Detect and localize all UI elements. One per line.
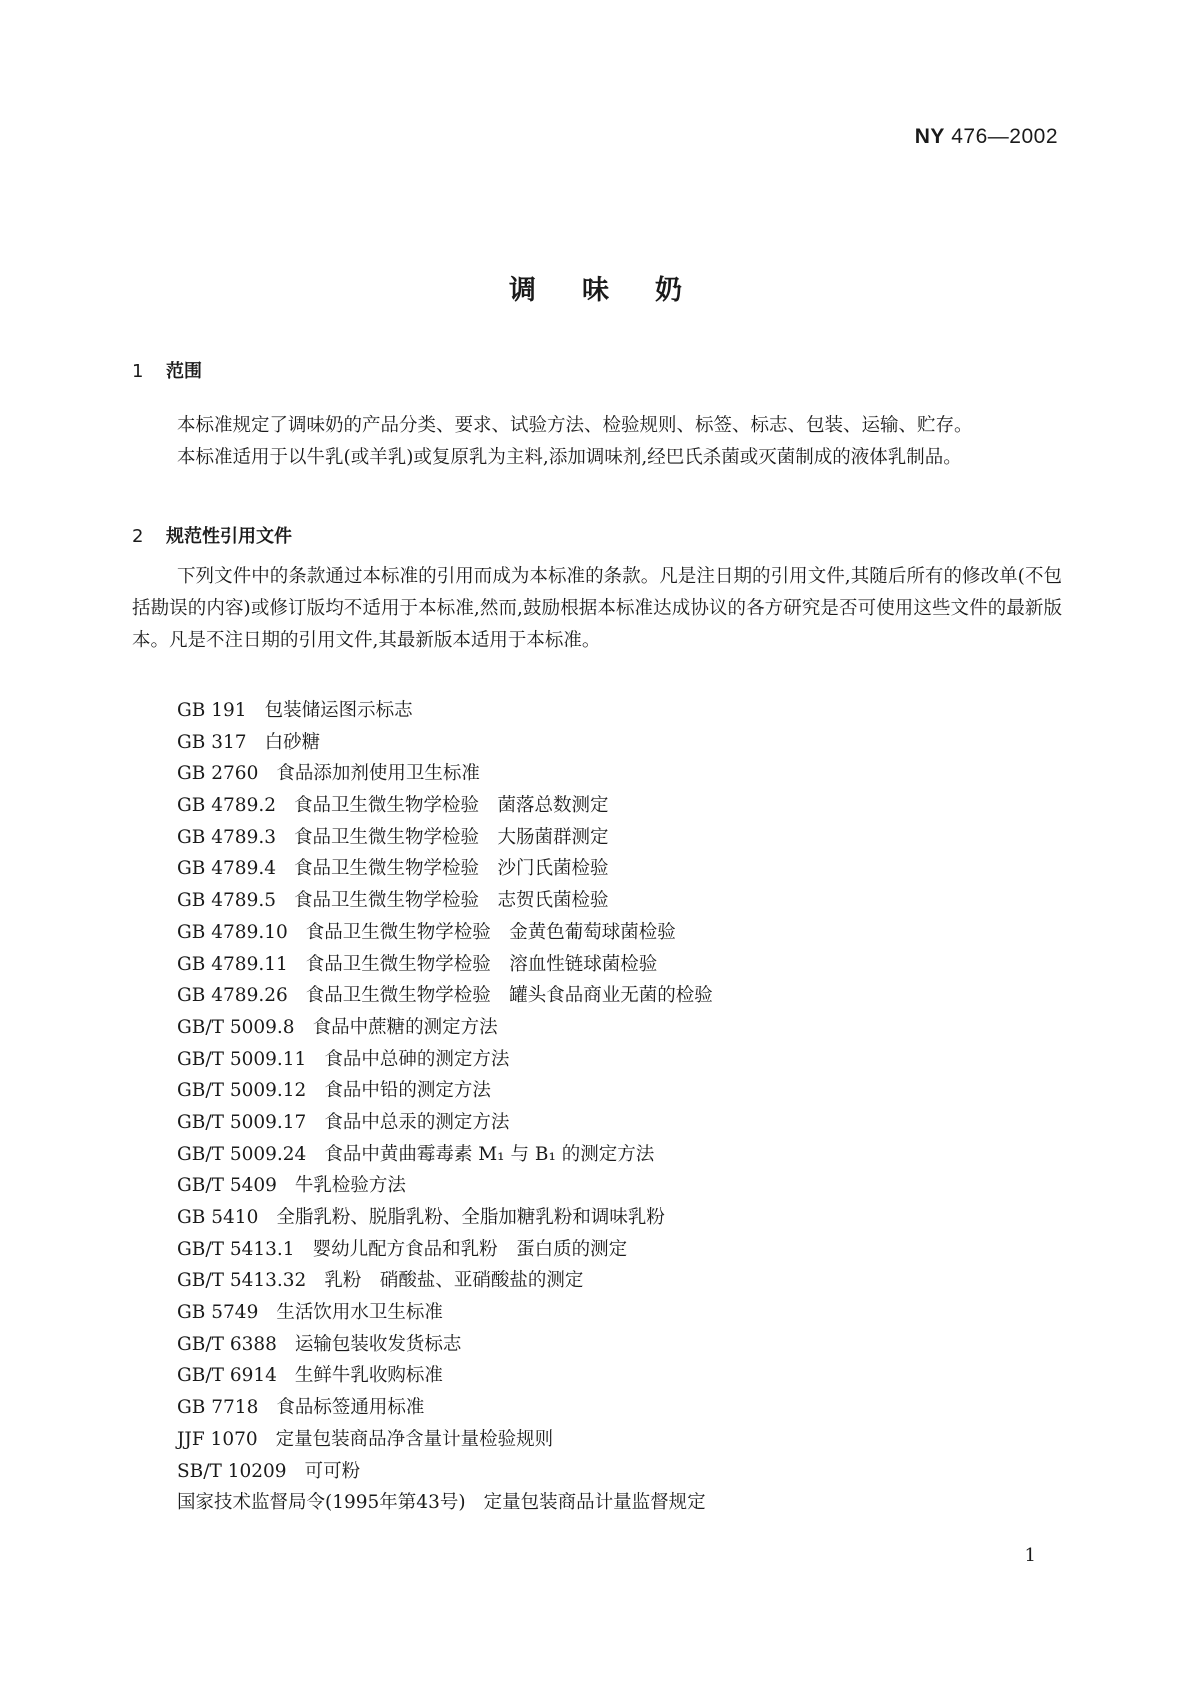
section-1-number: 1 bbox=[132, 361, 144, 382]
reference-code: GB/T 5009.17 bbox=[177, 1111, 307, 1133]
reference-item bbox=[177, 1360, 713, 1392]
reference-item bbox=[177, 980, 713, 1012]
reference-item bbox=[177, 1424, 713, 1456]
reference-title: 乳粉 硝酸盐、亚硝酸盐的测定 bbox=[324, 1270, 584, 1292]
reference-item bbox=[177, 1202, 713, 1234]
reference-item bbox=[177, 1234, 713, 1266]
reference-title: 食品卫生微生物学检验 沙门氏菌检验 bbox=[294, 858, 609, 880]
reference-item bbox=[177, 1487, 713, 1519]
reference-title: 食品卫生微生物学检验 金黄色葡萄球菌检验 bbox=[305, 921, 676, 943]
reference-title: 定量包装商品计量监督规定 bbox=[483, 1492, 706, 1514]
reference-code: GB 4789.4 bbox=[177, 858, 276, 880]
reference-code: GB/T 6388 bbox=[177, 1333, 277, 1355]
reference-title: 运输包装收发货标志 bbox=[294, 1333, 462, 1355]
page-number: 1 bbox=[1024, 1545, 1036, 1566]
reference-title: 可可粉 bbox=[304, 1460, 361, 1482]
reference-code: GB/T 6914 bbox=[177, 1365, 277, 1387]
reference-item bbox=[177, 949, 713, 981]
reference-item bbox=[177, 1170, 713, 1202]
reference-title: 食品中总汞的测定方法 bbox=[324, 1111, 510, 1133]
reference-code: GB 5749 bbox=[177, 1302, 259, 1324]
reference-item bbox=[177, 885, 713, 917]
reference-code: GB 317 bbox=[177, 731, 247, 753]
reference-item bbox=[177, 1012, 713, 1044]
section-1-title: 范围 bbox=[166, 361, 202, 382]
reference-title: 定量包装商品净含量计量检验规则 bbox=[275, 1428, 554, 1450]
reference-item bbox=[177, 1107, 713, 1139]
reference-title: 包装储运图示标志 bbox=[264, 700, 413, 721]
reference-code: GB 191 bbox=[177, 700, 247, 721]
reference-title: 食品中总砷的测定方法 bbox=[324, 1048, 510, 1070]
reference-title: 牛乳检验方法 bbox=[294, 1175, 406, 1197]
reference-title: 食品中黄曲霉毒素 M₁ 与 B₁ 的测定方法 bbox=[324, 1143, 655, 1165]
reference-item bbox=[177, 1456, 713, 1488]
reference-title: 食品卫生微生物学检验 罐头食品商业无菌的检验 bbox=[305, 985, 713, 1007]
reference-title: 食品卫生微生物学检验 菌落总数测定 bbox=[294, 795, 609, 817]
reference-item bbox=[177, 853, 713, 885]
reference-code: GB/T 5009.24 bbox=[177, 1143, 307, 1165]
reference-item bbox=[177, 1075, 713, 1107]
reference-item bbox=[177, 1329, 713, 1361]
reference-title: 食品中铅的测定方法 bbox=[324, 1080, 491, 1102]
reference-title: 全脂乳粉、脱脂乳粉、全脂加糖乳粉和调味乳粉 bbox=[276, 1207, 665, 1228]
reference-code: GB 2760 bbox=[177, 763, 259, 785]
reference-code: 国家技术监督局令(1995年第43号) bbox=[177, 1492, 466, 1514]
reference-code: GB/T 5009.11 bbox=[177, 1048, 307, 1070]
reference-item bbox=[177, 695, 713, 727]
scope-paragraph-1: 本标准规定了调味奶的产品分类、要求、试验方法、检验规则、标签、标志、包装、运输、贮存。 bbox=[177, 415, 973, 436]
reference-item bbox=[177, 1392, 713, 1424]
standard-code bbox=[915, 125, 1058, 149]
reference-code: GB 4789.3 bbox=[177, 826, 276, 848]
reference-item bbox=[177, 917, 713, 949]
document-title: 调味奶 bbox=[509, 275, 728, 306]
reference-item bbox=[177, 822, 713, 854]
reference-item bbox=[177, 727, 713, 759]
reference-title: 食品标签通用标准 bbox=[276, 1397, 425, 1419]
reference-code: GB 5410 bbox=[177, 1207, 259, 1228]
reference-title: 生鲜牛乳收购标准 bbox=[294, 1365, 443, 1387]
reference-title: 食品卫生微生物学检验 志贺氏菌检验 bbox=[294, 890, 609, 912]
section-1-heading bbox=[132, 357, 202, 383]
reference-title: 食品卫生微生物学检验 大肠菌群测定 bbox=[294, 826, 609, 848]
reference-code: GB/T 5009.8 bbox=[177, 1016, 295, 1038]
reference-item bbox=[177, 758, 713, 790]
section-2-title: 规范性引用文件 bbox=[166, 526, 292, 547]
reference-item bbox=[177, 1044, 713, 1076]
reference-code: GB 4789.11 bbox=[177, 953, 288, 975]
reference-title: 生活饮用水卫生标准 bbox=[276, 1302, 443, 1324]
reference-code: GB/T 5409 bbox=[177, 1175, 277, 1197]
reference-code: SB/T 10209 bbox=[177, 1460, 287, 1482]
scope-paragraph-2: 本标准适用于以牛乳(或羊乳)或复原乳为主料,添加调味剂,经巴氏杀菌或灭菌制成的液体乳制品。 bbox=[177, 447, 962, 468]
section-2-heading bbox=[132, 522, 292, 548]
reference-code: GB/T 5009.12 bbox=[177, 1080, 307, 1102]
reference-code: GB/T 5413.1 bbox=[177, 1238, 295, 1260]
reference-code: GB/T 5413.32 bbox=[177, 1270, 307, 1292]
standard-code-number: 476—2002 bbox=[944, 125, 1058, 148]
reference-code: GB 4789.5 bbox=[177, 890, 276, 912]
reference-code: GB 4789.26 bbox=[177, 985, 288, 1007]
reference-code: GB 7718 bbox=[177, 1397, 259, 1419]
reference-title: 食品中蔗糖的测定方法 bbox=[312, 1016, 498, 1038]
reference-code: JJF 1070 bbox=[177, 1428, 258, 1450]
normative-references-list bbox=[177, 695, 713, 1519]
references-intro-paragraph: 下列文件中的条款通过本标准的引用而成为本标准的条款。凡是注日期的引用文件,其随后所有的修改单(不包括勘误的内容)或修订版均不适用于本标准,然而,鼓励根据本标准达成协议的各方研究是否可使用这些文件的最新版本。凡是不注日期的引用文件,其最新版本适用于本标准。 bbox=[132, 566, 1062, 651]
reference-item bbox=[177, 1297, 713, 1329]
standard-code-prefix: NY bbox=[914, 125, 945, 148]
reference-title: 食品卫生微生物学检验 溶血性链球菌检验 bbox=[305, 953, 658, 975]
reference-item bbox=[177, 790, 713, 822]
reference-title: 婴幼儿配方食品和乳粉 蛋白质的测定 bbox=[312, 1238, 628, 1260]
reference-item bbox=[177, 1139, 713, 1171]
reference-item bbox=[177, 1265, 713, 1297]
reference-code: GB 4789.10 bbox=[177, 921, 288, 943]
reference-title: 白砂糖 bbox=[264, 731, 321, 753]
reference-code: GB 4789.2 bbox=[177, 795, 276, 817]
reference-title: 食品添加剂使用卫生标准 bbox=[276, 763, 480, 785]
section-2-number: 2 bbox=[132, 526, 144, 547]
